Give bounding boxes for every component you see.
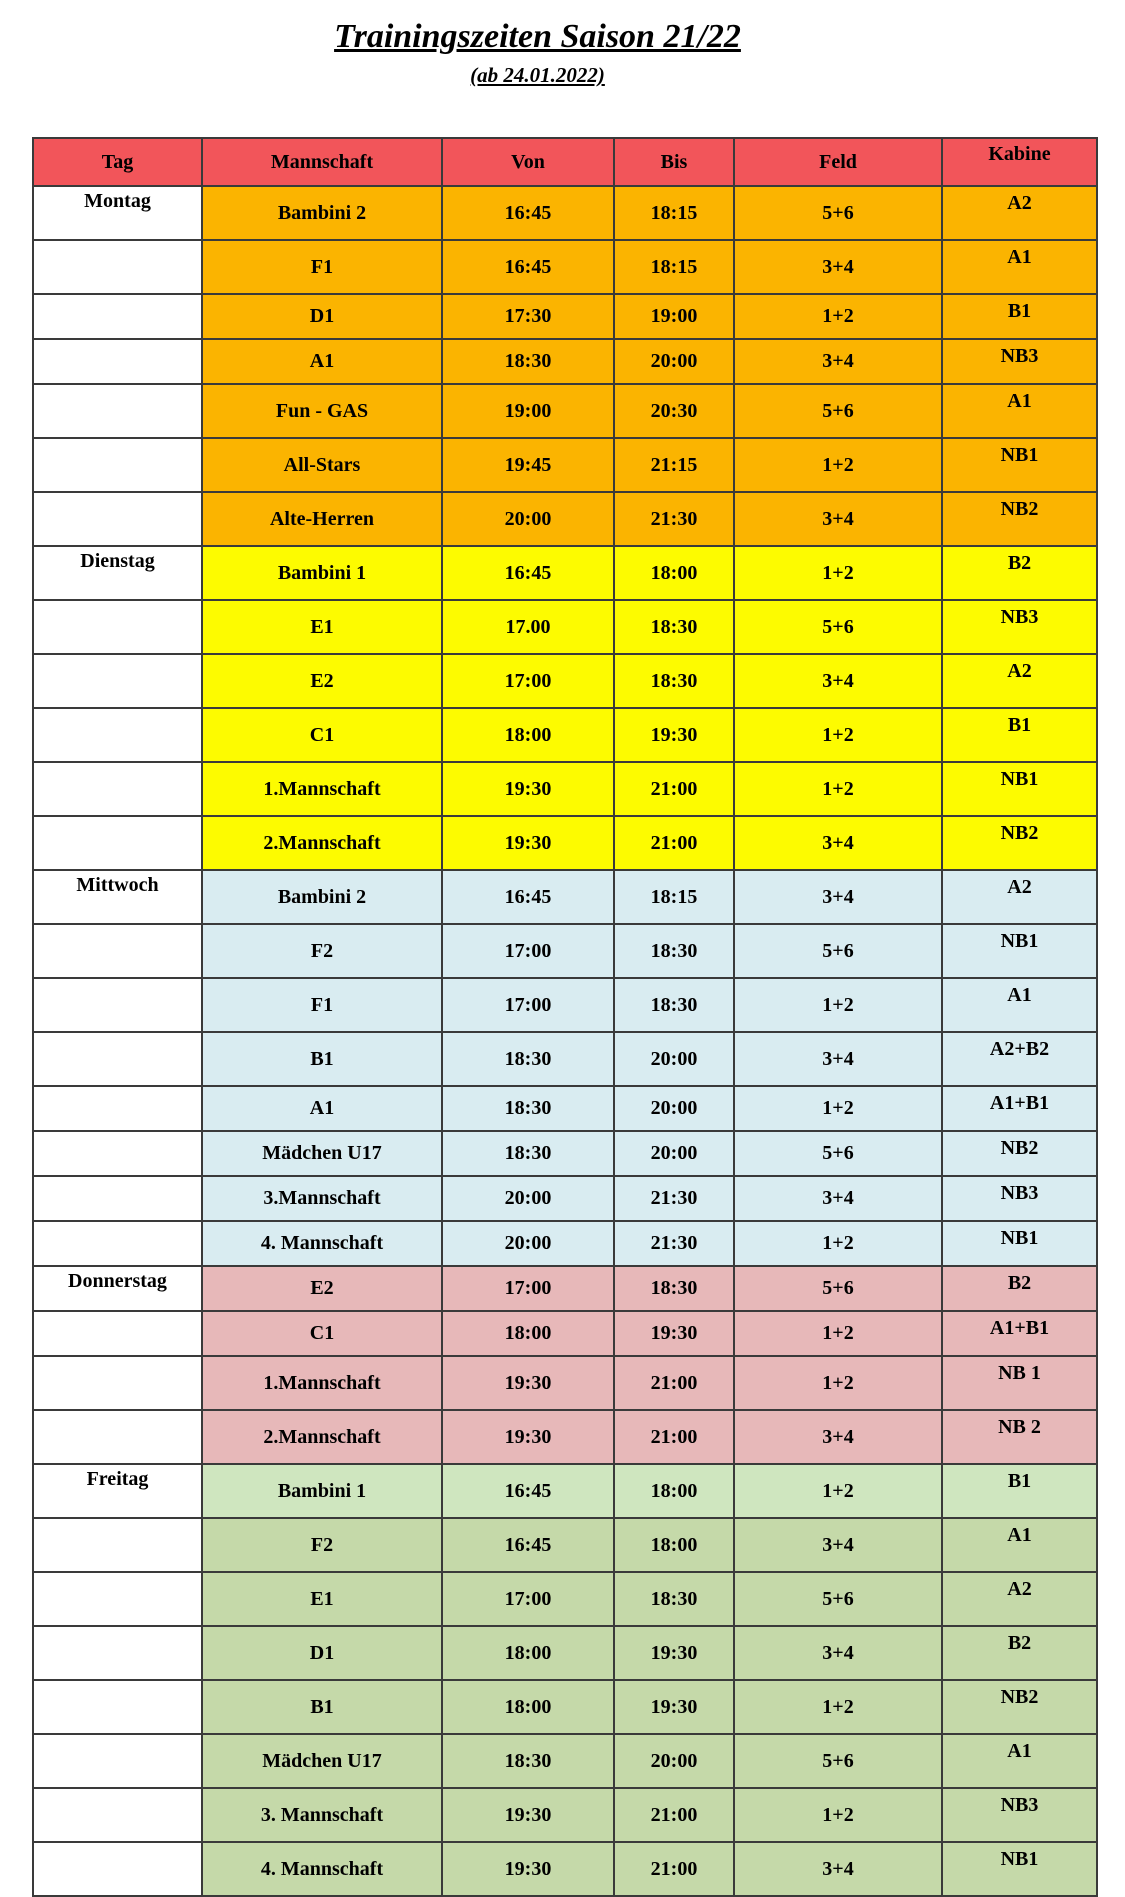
cell-mannschaft: B1 xyxy=(202,1032,442,1086)
cell-von: 20:00 xyxy=(442,492,614,546)
table-row xyxy=(33,339,1097,384)
cell-kabine: A2+B2 xyxy=(942,1032,1097,1086)
cell-bis: 20:00 xyxy=(614,1131,734,1176)
cell-bis: 19:30 xyxy=(614,1626,734,1680)
cell-kabine: A1+B1 xyxy=(942,1086,1097,1131)
cell-feld: 3+4 xyxy=(734,1842,942,1896)
cell-von: 18:00 xyxy=(442,1311,614,1356)
cell-feld: 1+2 xyxy=(734,438,942,492)
cell-tag xyxy=(33,294,202,339)
table-row xyxy=(33,978,1097,1032)
cell-von: 19:30 xyxy=(442,1788,614,1842)
cell-mannschaft: D1 xyxy=(202,294,442,339)
cell-kabine: A2 xyxy=(942,1572,1097,1626)
table-row xyxy=(33,438,1097,492)
cell-mannschaft: Mädchen U17 xyxy=(202,1131,442,1176)
cell-von: 16:45 xyxy=(442,546,614,600)
cell-bis: 20:00 xyxy=(614,1734,734,1788)
cell-bis: 20:00 xyxy=(614,339,734,384)
cell-bis: 21:00 xyxy=(614,1788,734,1842)
cell-tag xyxy=(33,1176,202,1221)
cell-bis: 20:00 xyxy=(614,1086,734,1131)
cell-tag xyxy=(33,240,202,294)
cell-tag xyxy=(33,1221,202,1266)
table-row xyxy=(33,870,1097,924)
cell-tag xyxy=(33,978,202,1032)
cell-mannschaft: Bambini 2 xyxy=(202,870,442,924)
cell-kabine: A2 xyxy=(942,654,1097,708)
cell-kabine: NB1 xyxy=(942,1842,1097,1896)
table-row xyxy=(33,708,1097,762)
table-row xyxy=(33,492,1097,546)
cell-kabine: B2 xyxy=(942,1266,1097,1311)
cell-tag xyxy=(33,924,202,978)
cell-feld: 5+6 xyxy=(734,1734,942,1788)
cell-tag xyxy=(33,1518,202,1572)
table-row xyxy=(33,1842,1097,1896)
page-subtitle: (ab 24.01.2022) xyxy=(470,63,605,87)
cell-kabine: NB3 xyxy=(942,1176,1097,1221)
cell-feld: 3+4 xyxy=(734,1518,942,1572)
cell-tag xyxy=(33,1131,202,1176)
header-row xyxy=(33,138,1097,186)
cell-mannschaft: E1 xyxy=(202,600,442,654)
cell-mannschaft: Bambini 1 xyxy=(202,546,442,600)
cell-feld: 5+6 xyxy=(734,186,942,240)
cell-tag: Dienstag xyxy=(33,546,202,600)
cell-bis: 18:00 xyxy=(614,546,734,600)
cell-bis: 20:30 xyxy=(614,384,734,438)
table-row xyxy=(33,1221,1097,1266)
cell-mannschaft: B1 xyxy=(202,1680,442,1734)
cell-bis: 19:30 xyxy=(614,708,734,762)
cell-von: 19:00 xyxy=(442,384,614,438)
cell-bis: 18:30 xyxy=(614,1572,734,1626)
cell-kabine: A1 xyxy=(942,1518,1097,1572)
cell-mannschaft: A1 xyxy=(202,339,442,384)
cell-kabine: A2 xyxy=(942,870,1097,924)
cell-tag xyxy=(33,1572,202,1626)
header-kabine: Kabine xyxy=(942,138,1097,186)
cell-feld: 1+2 xyxy=(734,546,942,600)
cell-tag xyxy=(33,1680,202,1734)
cell-tag: Mittwoch xyxy=(33,870,202,924)
table-row xyxy=(33,1464,1097,1518)
cell-von: 19:45 xyxy=(442,438,614,492)
cell-feld: 3+4 xyxy=(734,654,942,708)
cell-mannschaft: 4. Mannschaft xyxy=(202,1842,442,1896)
cell-kabine: B2 xyxy=(942,1626,1097,1680)
cell-mannschaft: 4. Mannschaft xyxy=(202,1221,442,1266)
table-row xyxy=(33,1086,1097,1131)
table-row xyxy=(33,1572,1097,1626)
cell-feld: 3+4 xyxy=(734,870,942,924)
cell-mannschaft: C1 xyxy=(202,1311,442,1356)
cell-mannschaft: Bambini 1 xyxy=(202,1464,442,1518)
table-row xyxy=(33,1788,1097,1842)
cell-feld: 3+4 xyxy=(734,1626,942,1680)
cell-bis: 18:30 xyxy=(614,1266,734,1311)
cell-bis: 21:30 xyxy=(614,1176,734,1221)
cell-von: 17:00 xyxy=(442,924,614,978)
training-schedule-table xyxy=(32,137,1098,1897)
cell-feld: 1+2 xyxy=(734,1086,942,1131)
cell-mannschaft: Bambini 2 xyxy=(202,186,442,240)
table-row xyxy=(33,294,1097,339)
header-bis: Bis xyxy=(614,138,734,186)
cell-feld: 3+4 xyxy=(734,816,942,870)
cell-tag: Montag xyxy=(33,186,202,240)
cell-kabine: NB1 xyxy=(942,762,1097,816)
cell-bis: 19:00 xyxy=(614,294,734,339)
cell-von: 18:30 xyxy=(442,1734,614,1788)
cell-bis: 18:30 xyxy=(614,600,734,654)
cell-feld: 5+6 xyxy=(734,1131,942,1176)
cell-mannschaft: D1 xyxy=(202,1626,442,1680)
cell-mannschaft: E2 xyxy=(202,1266,442,1311)
cell-tag xyxy=(33,1734,202,1788)
cell-kabine: A1+B1 xyxy=(942,1311,1097,1356)
table-row xyxy=(33,1176,1097,1221)
cell-kabine: A1 xyxy=(942,978,1097,1032)
cell-bis: 18:15 xyxy=(614,186,734,240)
table-row xyxy=(33,816,1097,870)
cell-tag xyxy=(33,1842,202,1896)
cell-von: 17:00 xyxy=(442,1572,614,1626)
cell-von: 18:00 xyxy=(442,1680,614,1734)
cell-feld: 3+4 xyxy=(734,339,942,384)
cell-von: 17:00 xyxy=(442,654,614,708)
table-row xyxy=(33,240,1097,294)
cell-tag xyxy=(33,1356,202,1410)
cell-von: 18:00 xyxy=(442,1626,614,1680)
cell-tag xyxy=(33,708,202,762)
cell-bis: 18:00 xyxy=(614,1464,734,1518)
cell-mannschaft: F1 xyxy=(202,240,442,294)
cell-tag xyxy=(33,1086,202,1131)
cell-tag xyxy=(33,384,202,438)
cell-mannschaft: 3. Mannschaft xyxy=(202,1788,442,1842)
cell-von: 20:00 xyxy=(442,1176,614,1221)
cell-tag xyxy=(33,492,202,546)
header-mannschaft: Mannschaft xyxy=(202,138,442,186)
cell-bis: 21:00 xyxy=(614,1410,734,1464)
cell-von: 16:45 xyxy=(442,870,614,924)
cell-feld: 1+2 xyxy=(734,1680,942,1734)
cell-kabine: NB3 xyxy=(942,339,1097,384)
cell-mannschaft: Fun - GAS xyxy=(202,384,442,438)
cell-tag xyxy=(33,1032,202,1086)
cell-kabine: NB1 xyxy=(942,924,1097,978)
cell-mannschaft: 3.Mannschaft xyxy=(202,1176,442,1221)
cell-bis: 21:30 xyxy=(614,492,734,546)
cell-bis: 19:30 xyxy=(614,1311,734,1356)
cell-tag xyxy=(33,1311,202,1356)
cell-mannschaft: 2.Mannschaft xyxy=(202,816,442,870)
cell-feld: 1+2 xyxy=(734,762,942,816)
cell-tag xyxy=(33,339,202,384)
cell-bis: 18:30 xyxy=(614,654,734,708)
cell-tag: Donnerstag xyxy=(33,1266,202,1311)
cell-kabine: B1 xyxy=(942,1464,1097,1518)
cell-von: 17:00 xyxy=(442,978,614,1032)
cell-feld: 3+4 xyxy=(734,240,942,294)
cell-tag xyxy=(33,1410,202,1464)
cell-kabine: A1 xyxy=(942,384,1097,438)
cell-bis: 18:30 xyxy=(614,924,734,978)
cell-kabine: A1 xyxy=(942,1734,1097,1788)
cell-feld: 1+2 xyxy=(734,1788,942,1842)
cell-feld: 5+6 xyxy=(734,1572,942,1626)
cell-kabine: NB2 xyxy=(942,492,1097,546)
cell-feld: 5+6 xyxy=(734,1266,942,1311)
cell-feld: 1+2 xyxy=(734,1464,942,1518)
cell-von: 18:00 xyxy=(442,708,614,762)
cell-tag xyxy=(33,600,202,654)
cell-tag xyxy=(33,816,202,870)
table-row xyxy=(33,384,1097,438)
cell-tag xyxy=(33,1626,202,1680)
cell-bis: 21:00 xyxy=(614,1356,734,1410)
cell-mannschaft: All-Stars xyxy=(202,438,442,492)
cell-von: 16:45 xyxy=(442,1518,614,1572)
cell-von: 19:30 xyxy=(442,1410,614,1464)
cell-mannschaft: F2 xyxy=(202,1518,442,1572)
cell-tag xyxy=(33,762,202,816)
table-row xyxy=(33,1680,1097,1734)
cell-kabine: NB2 xyxy=(942,1680,1097,1734)
cell-feld: 1+2 xyxy=(734,1311,942,1356)
cell-tag xyxy=(33,654,202,708)
table-row xyxy=(33,762,1097,816)
header-tag: Tag xyxy=(33,138,202,186)
cell-kabine: NB1 xyxy=(942,438,1097,492)
table-row xyxy=(33,546,1097,600)
cell-bis: 21:30 xyxy=(614,1221,734,1266)
cell-von: 17.00 xyxy=(442,600,614,654)
cell-feld: 1+2 xyxy=(734,294,942,339)
table-row xyxy=(33,1410,1097,1464)
cell-mannschaft: 1.Mannschaft xyxy=(202,1356,442,1410)
table-row xyxy=(33,186,1097,240)
cell-von: 17:30 xyxy=(442,294,614,339)
cell-feld: 3+4 xyxy=(734,1032,942,1086)
cell-mannschaft: Mädchen U17 xyxy=(202,1734,442,1788)
cell-bis: 18:30 xyxy=(614,978,734,1032)
cell-von: 16:45 xyxy=(442,240,614,294)
cell-kabine: NB3 xyxy=(942,600,1097,654)
cell-mannschaft: Alte-Herren xyxy=(202,492,442,546)
cell-feld: 5+6 xyxy=(734,600,942,654)
cell-bis: 21:00 xyxy=(614,816,734,870)
cell-feld: 5+6 xyxy=(734,924,942,978)
table-row xyxy=(33,1734,1097,1788)
cell-bis: 21:15 xyxy=(614,438,734,492)
cell-kabine: NB3 xyxy=(942,1788,1097,1842)
header-von: Von xyxy=(442,138,614,186)
cell-von: 19:30 xyxy=(442,816,614,870)
cell-bis: 18:00 xyxy=(614,1518,734,1572)
cell-feld: 1+2 xyxy=(734,1221,942,1266)
cell-mannschaft: A1 xyxy=(202,1086,442,1131)
page-title: Trainingszeiten Saison 21/22 xyxy=(334,18,741,55)
cell-kabine: B1 xyxy=(942,294,1097,339)
cell-von: 17:00 xyxy=(442,1266,614,1311)
cell-von: 18:30 xyxy=(442,1086,614,1131)
table-row xyxy=(33,1626,1097,1680)
cell-mannschaft: C1 xyxy=(202,708,442,762)
cell-kabine: NB1 xyxy=(942,1221,1097,1266)
table-row xyxy=(33,1356,1097,1410)
cell-von: 18:30 xyxy=(442,1032,614,1086)
cell-mannschaft: F2 xyxy=(202,924,442,978)
cell-feld: 1+2 xyxy=(734,978,942,1032)
header-feld: Feld xyxy=(734,138,942,186)
cell-kabine: A1 xyxy=(942,240,1097,294)
cell-mannschaft: 1.Mannschaft xyxy=(202,762,442,816)
table-row xyxy=(33,1311,1097,1356)
cell-mannschaft: E1 xyxy=(202,1572,442,1626)
cell-von: 18:30 xyxy=(442,1131,614,1176)
cell-kabine: B2 xyxy=(942,546,1097,600)
cell-feld: 5+6 xyxy=(734,384,942,438)
cell-von: 20:00 xyxy=(442,1221,614,1266)
cell-von: 19:30 xyxy=(442,1842,614,1896)
cell-bis: 18:15 xyxy=(614,870,734,924)
cell-bis: 21:00 xyxy=(614,1842,734,1896)
cell-bis: 21:00 xyxy=(614,762,734,816)
cell-kabine: NB 2 xyxy=(942,1410,1097,1464)
cell-kabine: B1 xyxy=(942,708,1097,762)
cell-bis: 18:15 xyxy=(614,240,734,294)
table-row xyxy=(33,924,1097,978)
cell-feld: 3+4 xyxy=(734,1176,942,1221)
cell-feld: 1+2 xyxy=(734,708,942,762)
cell-bis: 20:00 xyxy=(614,1032,734,1086)
table-row xyxy=(33,654,1097,708)
cell-kabine: A2 xyxy=(942,186,1097,240)
cell-kabine: NB2 xyxy=(942,1131,1097,1176)
table-row xyxy=(33,1131,1097,1176)
cell-kabine: NB2 xyxy=(942,816,1097,870)
cell-feld: 3+4 xyxy=(734,492,942,546)
cell-tag: Freitag xyxy=(33,1464,202,1518)
cell-bis: 19:30 xyxy=(614,1680,734,1734)
cell-mannschaft: F1 xyxy=(202,978,442,1032)
table-row xyxy=(33,1032,1097,1086)
cell-von: 19:30 xyxy=(442,1356,614,1410)
cell-mannschaft: E2 xyxy=(202,654,442,708)
table-row xyxy=(33,600,1097,654)
cell-mannschaft: 2.Mannschaft xyxy=(202,1410,442,1464)
cell-von: 18:30 xyxy=(442,339,614,384)
cell-kabine: NB 1 xyxy=(942,1356,1097,1410)
table-row xyxy=(33,1266,1097,1311)
cell-feld: 1+2 xyxy=(734,1356,942,1410)
cell-von: 16:45 xyxy=(442,1464,614,1518)
cell-von: 19:30 xyxy=(442,762,614,816)
cell-feld: 3+4 xyxy=(734,1410,942,1464)
cell-tag xyxy=(33,438,202,492)
table-row xyxy=(33,1518,1097,1572)
cell-tag xyxy=(33,1788,202,1842)
cell-von: 16:45 xyxy=(442,186,614,240)
